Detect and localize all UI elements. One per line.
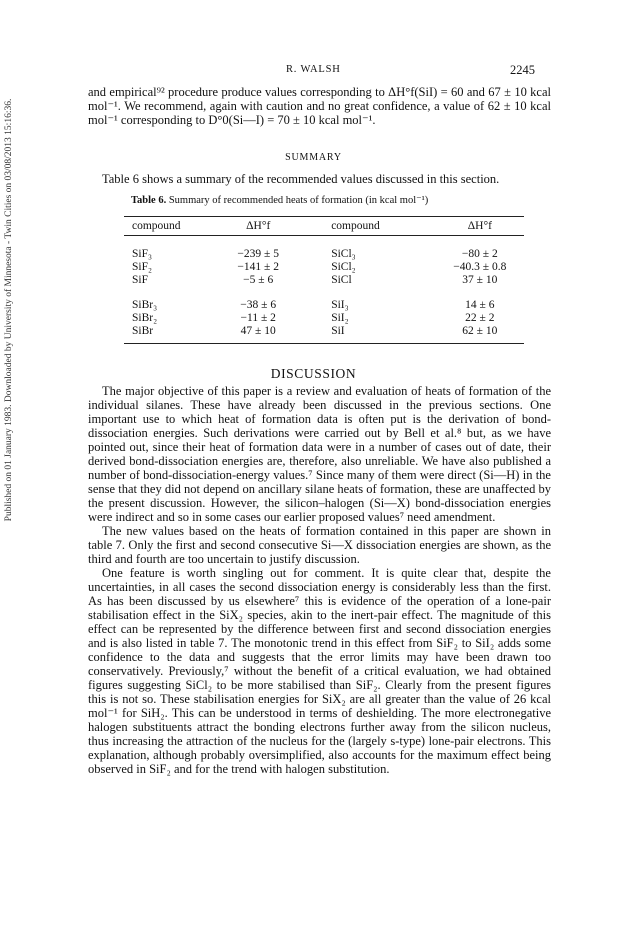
table-cell: SiI <box>307 325 435 344</box>
watermark-text: Published on 01 January 1983. Downloaded by University of Minnesota - Twin Cities on 03/08/2013 15:16:36. <box>4 98 14 522</box>
running-header <box>0 64 627 78</box>
table-cell: −5 ± 6 <box>243 274 274 286</box>
table-cell: SiBr <box>124 325 209 344</box>
discussion-paragraph: The major objective of this paper is a review and evaluation of heats of formation of the individual silanes. These have already been discussed in the previous sections. One important use to which heat of formation data is often put is the derivation of bond-dissociation energies. Such derivations were carried out by Bell et al.⁸ but, as we have pointed out, since their heat of formation data were in a number of cases out of date, their derived bond-dissociation energies are, therefore, also unreliable. We have also published a number of bond-dissociation-energy values.⁷ Since many of them were direct (Si—H) in the sense that they did not depend on ancillary silane heats of formation, these are unaffected by the present discussion. However, the silicon–halogen (Si—X) bond-dissociation energies were indirect and so in some cases our earlier proposed values⁷ need amendment. <box>88 384 551 524</box>
discussion-heading: DISCUSSION <box>270 366 357 381</box>
discussion-paragraph: The new values based on the heats of formation contained in this paper are shown in table 7. Only the first and second consecutive Si—X dissociation energies are shown, as the third and fourth are too uncertain to justify discussion. <box>88 524 551 566</box>
summary-heading: SUMMARY <box>285 152 342 163</box>
table-caption-label: Table 6. <box>131 195 167 206</box>
summary-paragraph: Table 6 shows a summary of the recommended values discussed in this section. <box>102 172 500 186</box>
table-cell: SiCl₃ <box>331 248 356 260</box>
table-row <box>124 274 524 287</box>
table-cell: 22 ± 2 <box>465 312 495 324</box>
discussion-paragraph: One feature is worth singling out for comment. It is quite clear that, despite the uncertainties, in all cases the second dissociation energy is considerably less than the first. As has been discussed by us elsewhere⁷ this is evidence of the operation of a lone-pair stabilisation effect in the SiX₂ species, akin to the inert-pair effect. The magnitude of this effect can be represented by the difference between first and second dissociation energies and is also listed in table 7. The monotonic trend in this effect from SiF₂ to SiI₂ adds some confidence to the data and suggests that the error limits may have been drawn too conservatively. Previously,⁷ without the benefit of a critical evaluation, we had obtained figures suggesting SiCl₂ to be more stabilised than SiF₂. Clearly from the present figures this is not so. These stabilisation energies for SiX₂ are all greater than the value of 26 kcal mol⁻¹ for SiH₂. This can be understood in terms of deshielding. The more electronegative halogen substituents attract the bonding electrons further away from the silicon nucleus, thus increasing the attraction of the nucleus for the (largely s-type) lone-pair electrons. This explanation, although probably oversimplified, also accounts for the maximum effect being observed in SiF₂ and for the trend with halogen substitution. <box>88 566 551 776</box>
table-cell: −239 ± 5 <box>237 248 279 260</box>
intro-paragraph: and empirical⁹² procedure produce values corresponding to ΔH°f(SiI) = 60 and 67 ± 10 kcal mol⁻¹. We recommend, again with caution and no great confidence, a value of 62 ± 10 kcal mol⁻¹ corresponding to D°0(Si—I) = 70 ± 10 kcal mol⁻¹. <box>88 85 551 127</box>
table-cell: 37 ± 10 <box>462 274 498 286</box>
running-head-author: R. WALSH <box>286 64 341 75</box>
table-cell: 47 ± 10 <box>209 325 307 344</box>
intro-paragraph-block <box>88 85 551 127</box>
table-cell: −11 ± 2 <box>240 312 276 324</box>
col-header-dhf-2: ΔH°f <box>436 217 524 236</box>
table-header-row <box>124 217 524 236</box>
page-number: 2245 <box>510 63 535 77</box>
col-header-compound-2: compound <box>307 217 435 236</box>
summary-block <box>88 172 551 186</box>
table-cell: −38 ± 6 <box>240 299 277 311</box>
table-cell: SiF <box>132 274 148 286</box>
table-cell: SiF₂ <box>132 261 152 273</box>
table-cell: SiBr₂ <box>132 312 158 324</box>
col-header-dhf-1: ΔH°f <box>209 217 307 236</box>
download-watermark <box>3 30 15 590</box>
table-cell: SiF₃ <box>132 248 152 260</box>
table-row <box>124 287 524 312</box>
discussion-body <box>88 384 551 776</box>
table-caption <box>131 194 428 206</box>
table-caption-text: Summary of recommended heats of formation (in kcal mol⁻¹) <box>168 195 429 206</box>
table-cell: −40.3 ± 0.8 <box>453 261 507 273</box>
heats-of-formation-table <box>124 216 524 344</box>
table-row <box>124 236 524 262</box>
table-row <box>124 261 524 274</box>
table-cell: −141 ± 2 <box>237 261 279 273</box>
table-row <box>124 325 524 344</box>
table-cell: SiI₃ <box>331 299 349 311</box>
table-cell: 62 ± 10 <box>436 325 524 344</box>
table-cell: SiBr₃ <box>132 299 158 311</box>
table-cell: SiCl₂ <box>331 261 356 273</box>
table-cell: SiCl <box>331 274 352 286</box>
col-header-compound-1: compound <box>124 217 209 236</box>
table-cell: SiI₂ <box>331 312 349 324</box>
table-cell: −80 ± 2 <box>461 248 498 260</box>
table-row <box>124 312 524 325</box>
table-cell: 14 ± 6 <box>465 299 495 311</box>
